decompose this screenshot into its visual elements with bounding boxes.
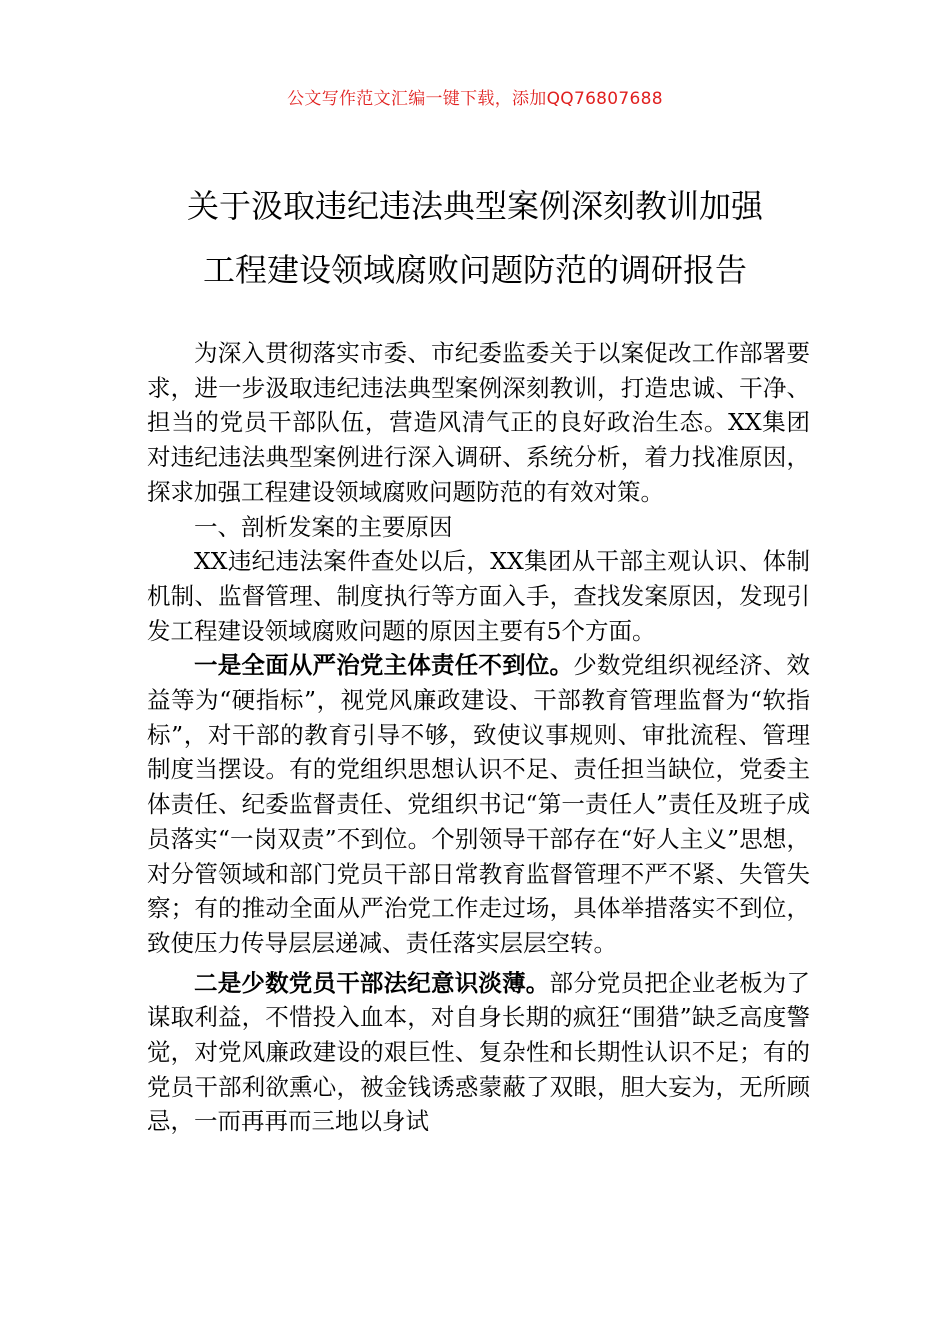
title-line-2: 工程建设领域腐败问题防范的调研报告 <box>202 251 747 289</box>
download-promo-note: 公文写作范文汇编一键下载，添加QQ76807688 <box>287 89 663 109</box>
section-intro-paragraph: XX违纪违法案件查处以后，XX集团从干部主观认识、体制机制、监督管理、制度执行等方面入手，查找发案原因，发现引发工程建设领域腐败问题的原因主要有5个方面。 <box>147 547 810 645</box>
title-line-1: 关于汲取违纪违法典型案例深刻教训加强 <box>186 187 763 225</box>
point-2-paragraph <box>147 966 810 1140</box>
document-title <box>100 174 850 302</box>
point-1-lead: 一是全面从严治党主体责任不到位。 <box>194 651 574 680</box>
point-2-lead: 二是少数党员干部法纪意识淡薄。 <box>194 968 550 997</box>
document-body <box>147 336 810 1139</box>
point-1-body: 少数党组织视经济、效益等为“硬指标”，视党风廉政建设、干部教育管理监督为“软指标”，对干部的教育引导不够，致使议事规则、审批流程、管理制度当摆设。有的党组织思想认识不足、责任担当缺位，党委主体责任、纪委监督责任、党组织书记“第一责任人”责任及班子成员落实“一岗双责”不到位。个别领导干部存在“好人主义”思想，对分管领域和部门党员干部日常教育监督管理不严不紧、失管失察；有的推动全面从严治党工作走过场，具体举措落实不到位，致使压力传导层层递减、责任落实层层空转。 <box>147 651 811 957</box>
point-2-body: 部分党员把企业老板为了谋取利益，不惜投入血本，对自身长期的疯狂“围猎”缺乏高度警觉，对党风廉政建设的艰巨性、复杂性和长期性认识不足；有的党员干部利欲熏心，被金钱诱惑蒙蔽了双眼，胆大妄为，无所顾忌，一而再再而三地以身试 <box>147 968 810 1136</box>
point-1-paragraph <box>147 648 810 960</box>
intro-paragraph: 为深入贯彻落实市委、市纪委监委关于以案促改工作部署要求，进一步汲取违纪违法典型案例深刻教训，打造忠诚、干净、担当的党员干部队伍，营造风清气正的良好政治生态。XX集团对违纪违法典型案例进行深入调研、系统分析，着力找准原因，探求加强工程建设领域腐败问题防范的有效对策。 <box>147 339 810 506</box>
section-heading: 一、剖析发案的主要原因 <box>194 512 453 541</box>
